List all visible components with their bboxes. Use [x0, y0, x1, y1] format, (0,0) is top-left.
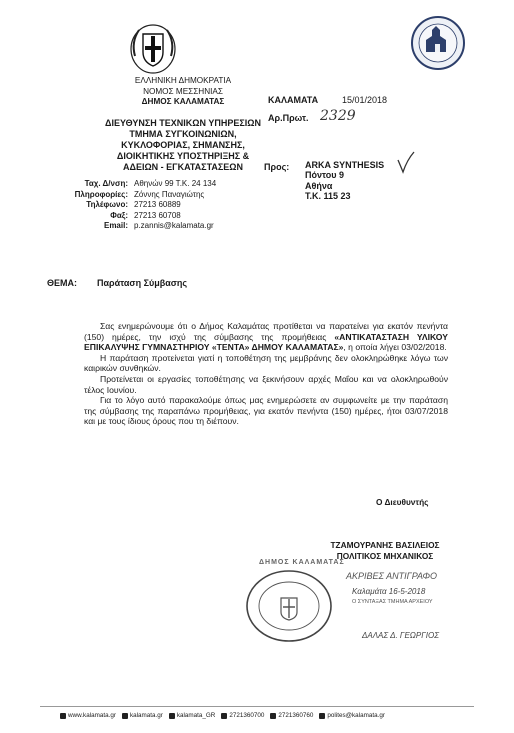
contact-label: Email:: [103, 221, 128, 231]
department-line: ΑΔΕΙΩΝ - ΕΓΚΑΤΑΣΤΑΣΕΩΝ: [122, 161, 244, 172]
footer-text: kalamata.gr: [129, 712, 163, 719]
fax-icon: [270, 713, 276, 719]
footer-text: 2721360760: [278, 712, 314, 719]
municipality-name: ΔΗΜΟΣ ΚΑΛΑΜΑΤΑΣ: [141, 97, 225, 106]
contact-row-address: [60, 179, 290, 190]
footer-divider: [40, 706, 474, 707]
recipient-line: Πόντου 9: [305, 170, 345, 181]
contact-row-phone: [60, 200, 290, 211]
footer-item-web[interactable]: [60, 712, 116, 719]
country-name: ΕΛΛΗΝΙΚΗ ΔΗΜΟΚΡΑΤΙΑ: [134, 76, 232, 85]
facebook-icon: [122, 713, 128, 719]
footer-text: 2721360700: [229, 712, 265, 719]
phone-icon: [221, 713, 227, 719]
protocol-number: 2329: [320, 108, 356, 124]
body-paragraph: Προτείνεται οι εργασίες τοποθέτησης να ξεκινήσουν αρχές Μαΐου και να ολοκληρωθούν τέλος Ιουνίου.: [84, 373, 448, 395]
department-line: ΚΥΚΛΟΦΟΡΙΑΣ, ΣΗΜΑΝΣΗΣ,: [121, 139, 245, 150]
footer-text: polites@kalamata.gr: [327, 712, 385, 719]
issuer-header: [88, 76, 278, 173]
certified-copy-date: Καλαμάτα 16-5-2018: [352, 587, 426, 596]
certified-copy-signer: ΔΑΛΑΣ Δ. ΓΕΩΡΓΙΟΣ: [362, 631, 440, 640]
web-icon: [60, 713, 66, 719]
footer-item-phone[interactable]: [221, 712, 264, 719]
contact-value: 27213 60889: [134, 200, 181, 210]
prefecture-name: ΝΟΜΟΣ ΜΕΣΣΗΝΙΑΣ: [143, 86, 223, 96]
recipient-label: Προς:: [264, 162, 290, 172]
footer-item-fax: [270, 712, 313, 719]
protocol-label: Αρ.Πρωτ.: [268, 113, 309, 123]
subject-label: ΘΕΜΑ:: [47, 278, 77, 288]
stamp-circle-text: ΔΗΜΟΣ ΚΑΛΑΜΑΤΑΣ: [259, 559, 345, 566]
body-text-run: , η οποία λήγει 03/02/2018.: [343, 342, 447, 353]
letter-body: [84, 321, 448, 427]
body-paragraph: Η παράταση προτείνεται γιατί η τοποθέτηση της μεμβράνης δεν ολοκληρώθηκε λόγω των καιρικών συνθηκών.: [84, 352, 448, 374]
contact-row-fax: [60, 211, 290, 222]
document-city: ΚΑΛΑΜΑΤΑ: [268, 95, 319, 105]
signature-name: ΤΖΑΜΟΥΡΑΝΗΣ ΒΑΣΙΛΕΙΟΣ: [330, 540, 440, 550]
subject-value: Παράταση Σύμβασης: [97, 278, 188, 288]
contact-value: Αθηνών 99 Τ.Κ. 24 134: [134, 179, 217, 188]
contact-row-info: [60, 190, 290, 201]
contact-value: p.zannis@kalamata.gr: [134, 221, 214, 231]
signature-role: ΠΟΛΙΤΙΚΟΣ ΜΗΧΑΝΙΚΟΣ: [336, 551, 434, 561]
email-icon: [319, 713, 325, 719]
footer-item-facebook[interactable]: [122, 712, 163, 719]
contact-label: Τηλέφωνο:: [86, 200, 128, 210]
footer-item-twitter[interactable]: [169, 712, 216, 719]
checkmark-icon: [396, 150, 416, 174]
twitter-icon: [169, 713, 175, 719]
contact-details: [60, 179, 290, 232]
contact-label: Ταχ. Δ/νση:: [84, 179, 128, 188]
recipient-line: Αθήνα: [305, 180, 333, 191]
body-paragraph: Για το λόγο αυτό παρακαλούμε όπως μας ενημερώσετε αν συμφωνείτε με την παράταση της σύμβασης της παραπάνω προμήθειας, για εκατόν πενήντα (150) ημέρες, ήτοι 03/07/2018 και με τους ίδιους όρους που τη διέπουν.: [84, 395, 448, 427]
signature-title: Ο Διευθυντής: [376, 497, 429, 507]
contact-value: 27213 60708: [134, 210, 181, 220]
contact-row-email: [60, 221, 290, 232]
greek-coat-of-arms-icon: [129, 22, 177, 74]
contact-label: Φαξ:: [110, 210, 128, 220]
footer-text: www.kalamata.gr: [68, 712, 116, 719]
recipient-line: Τ.Κ. 115 23: [305, 191, 351, 202]
footer-item-email[interactable]: [319, 712, 385, 719]
municipal-stamp-icon: [244, 568, 334, 644]
certified-copy-label: ΑΚΡΙΒΕΣ ΑΝΤΙΓΡΑΦΟ: [346, 571, 438, 581]
footer-contacts: [60, 712, 470, 719]
document-date: 15/01/2018: [342, 95, 388, 105]
certified-copy-unit: Ο ΣΥΝΤΑΞΑΣ ΤΜΗΜΑ ΑΡΧΕΙΟΥ: [352, 599, 433, 605]
department-line: ΤΜΗΜΑ ΣΥΓΚΟΙΝΩΝΙΩΝ,: [129, 128, 237, 139]
project-title: «ΑΝΤΙΚΑΤΑΣΤΑΣΗ ΥΛΙΚΟΥ ΕΠΙΚΑΛΥΨΗΣ ΓΥΜΝΑΣΤΗΡΙΟΥ «ΤΕΝΤΑ» ΔΗΜΟΥ ΚΑΛΑΜΑΤΑΣ»: [84, 331, 448, 353]
contact-label: Πληροφορίες:: [74, 189, 128, 199]
department-line: ΔΙΕΥΘΥΝΣΗ ΤΕΧΝΙΚΩΝ ΥΠΗΡΕΣΙΩΝ: [105, 117, 261, 128]
recipient-line: ARKA SYNTHESIS: [305, 160, 385, 170]
contact-value: Ζόννης Παναγιώτης: [134, 189, 205, 199]
footer-text: kalamata_GR: [176, 712, 216, 719]
body-paragraph: [84, 321, 448, 353]
department-line: ΔΙΟΙΚΗΤΙΚΗΣ ΥΠΟΣΤΗΡΙΞΗΣ &: [116, 150, 250, 161]
recipient-address: [305, 160, 384, 202]
body-text-run: Σας ενημερώνουμε ότι ο Δήμος Καλαμάτας προτίθεται να παρατείνει για εκατόν πενήντα (150) ημέρες, την ισχύ της σύμβασης της προμήθειας: [84, 321, 448, 342]
kalamata-seal-icon: [410, 14, 466, 72]
